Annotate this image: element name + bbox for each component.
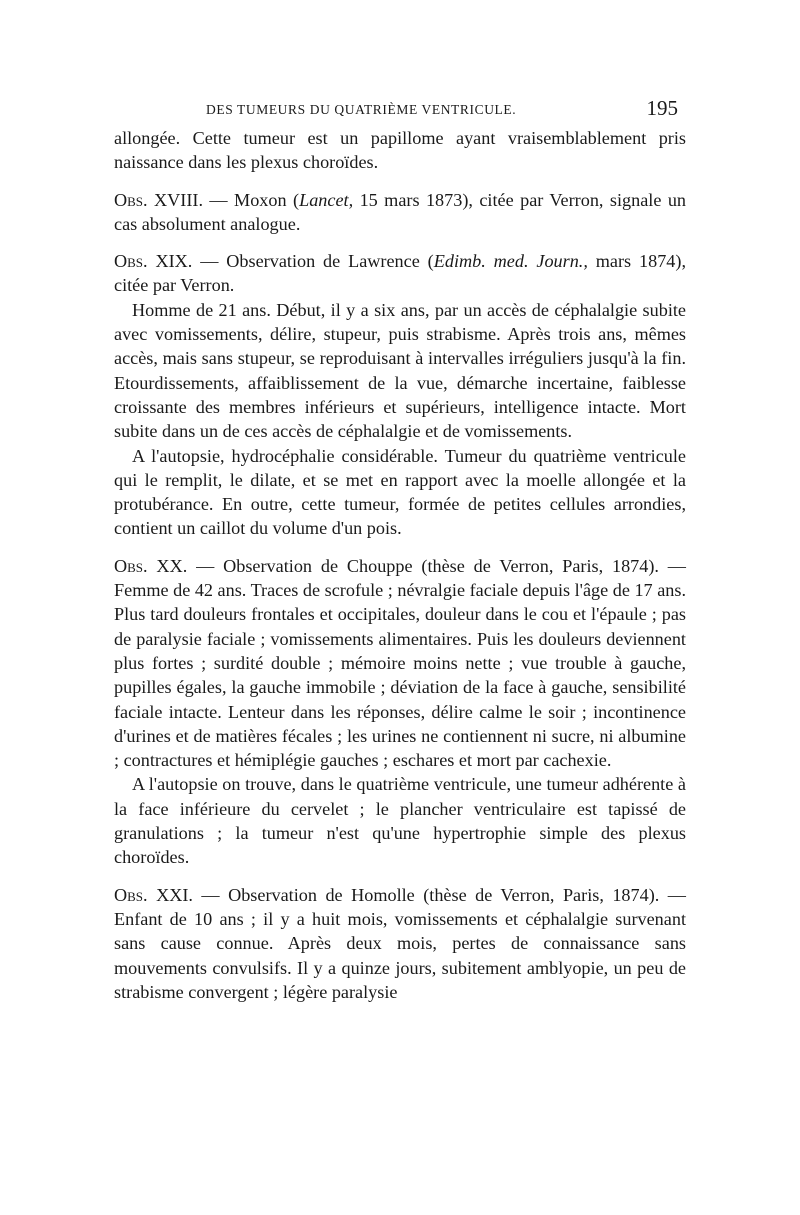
paragraph <box>114 249 686 298</box>
paragraph-text: XVIII. — Moxon ( <box>147 189 300 210</box>
page-number: 195 <box>646 96 678 120</box>
paragraph-text: XX. — Observation de Chouppe (thèse de Verron, Paris, 1874). — Femme de 42 ans. Traces de scrofule ; névralgie faciale depuis l'âge de 17 ans. Plus tard douleurs frontales et occipitales, douleur dans le cou et l'épaule ; pas de paralysie faciale ; vomissements alimentaires. Puis les douleurs deviennent plus fortes ; surdité double ; mémoire moins nette ; vue trouble à gauche, pupilles égales, la gauche immobile ; déviation de la face à gauche, sensibilité faciale intacte. Lenteur dans les réponses, délire calme le soir ; incontinence d'urines et de matières fécales ; les urines ne contiennent ni sucre, ni albumine ; contractures et hémiplégie gauches ; eschares et mort par cachexie. <box>114 555 686 771</box>
paragraph <box>114 126 686 175</box>
paragraph <box>114 883 686 1004</box>
paragraph-text: allongée. Cette tumeur est un papillome ayant vraisemblablement pris naissance dans les plexus choroïdes. <box>114 128 686 173</box>
running-head: DES TUMEURS DU QUATRIÈME VENTRICULE. <box>206 102 517 117</box>
body-text <box>114 126 686 1004</box>
paragraph-text: A l'autopsie on trouve, dans le quatrième ventricule, une tumeur adhérente à la face inférieure du cervelet ; le plancher ventriculaire est tapissé de granulations ; la tumeur n'est qu'une hypertrophie simple des plexus choroïdes. <box>114 774 686 868</box>
observation-label: Obs. <box>114 189 148 210</box>
paragraph-text: 15 mars 1873), citée par Verron, signale un cas absolument analogue. <box>114 189 687 234</box>
paragraph-text: mars 1874), citée par Verron. <box>114 251 686 296</box>
observation-label: Obs. <box>114 251 148 272</box>
italic-citation: Lancet, <box>299 189 354 210</box>
paragraph-text: XIX. — Observation de Lawrence ( <box>147 251 434 272</box>
italic-citation: Edimb. med. Journ., <box>433 251 588 272</box>
page-header <box>114 92 686 126</box>
paragraph <box>114 298 686 444</box>
observation-label: Obs. <box>114 555 148 576</box>
paragraph <box>114 554 686 773</box>
paragraph <box>114 772 686 869</box>
paragraph-text: Homme de 21 ans. Début, il y a six ans, par un accès de céphalalgie subite avec vomissements, délire, stupeur, puis strabisme. Après trois ans, mêmes accès, mais sans stupeur, se reproduisant à intervalles irréguliers jusqu'à la fin. Etourdissements, affaiblissement de la vue, démarche incertaine, faiblesse croissante des membres inférieurs et supérieurs, intelligence intacte. Mort subite dans un de ces accès de céphalalgie et de vomissements. <box>114 299 686 442</box>
paragraph-text: XXI. — Observation de Homolle (thèse de Verron, Paris, 1874). — Enfant de 10 ans ; il y a huit mois, vomissements et céphalalgie survenant sans cause connue. Après deux mois, pertes de connaissance sans mouvements convulsifs. Il y a quinze jours, subitement amblyopie, un peu de strabisme convergent ; légère paralysie <box>114 884 686 1002</box>
observation-label: Obs. <box>114 884 148 905</box>
paragraph-text: A l'autopsie, hydrocéphalie considérable. Tumeur du quatrième ventricule qui le remplit, le dilate, et se met en rapport avec la moelle allongée et la protubérance. En outre, cette tumeur, formée de petites cellules arrondies, contient un caillot du volume d'un pois. <box>114 445 686 539</box>
paragraph <box>114 188 686 237</box>
paragraph <box>114 444 686 541</box>
book-page <box>114 92 686 1004</box>
